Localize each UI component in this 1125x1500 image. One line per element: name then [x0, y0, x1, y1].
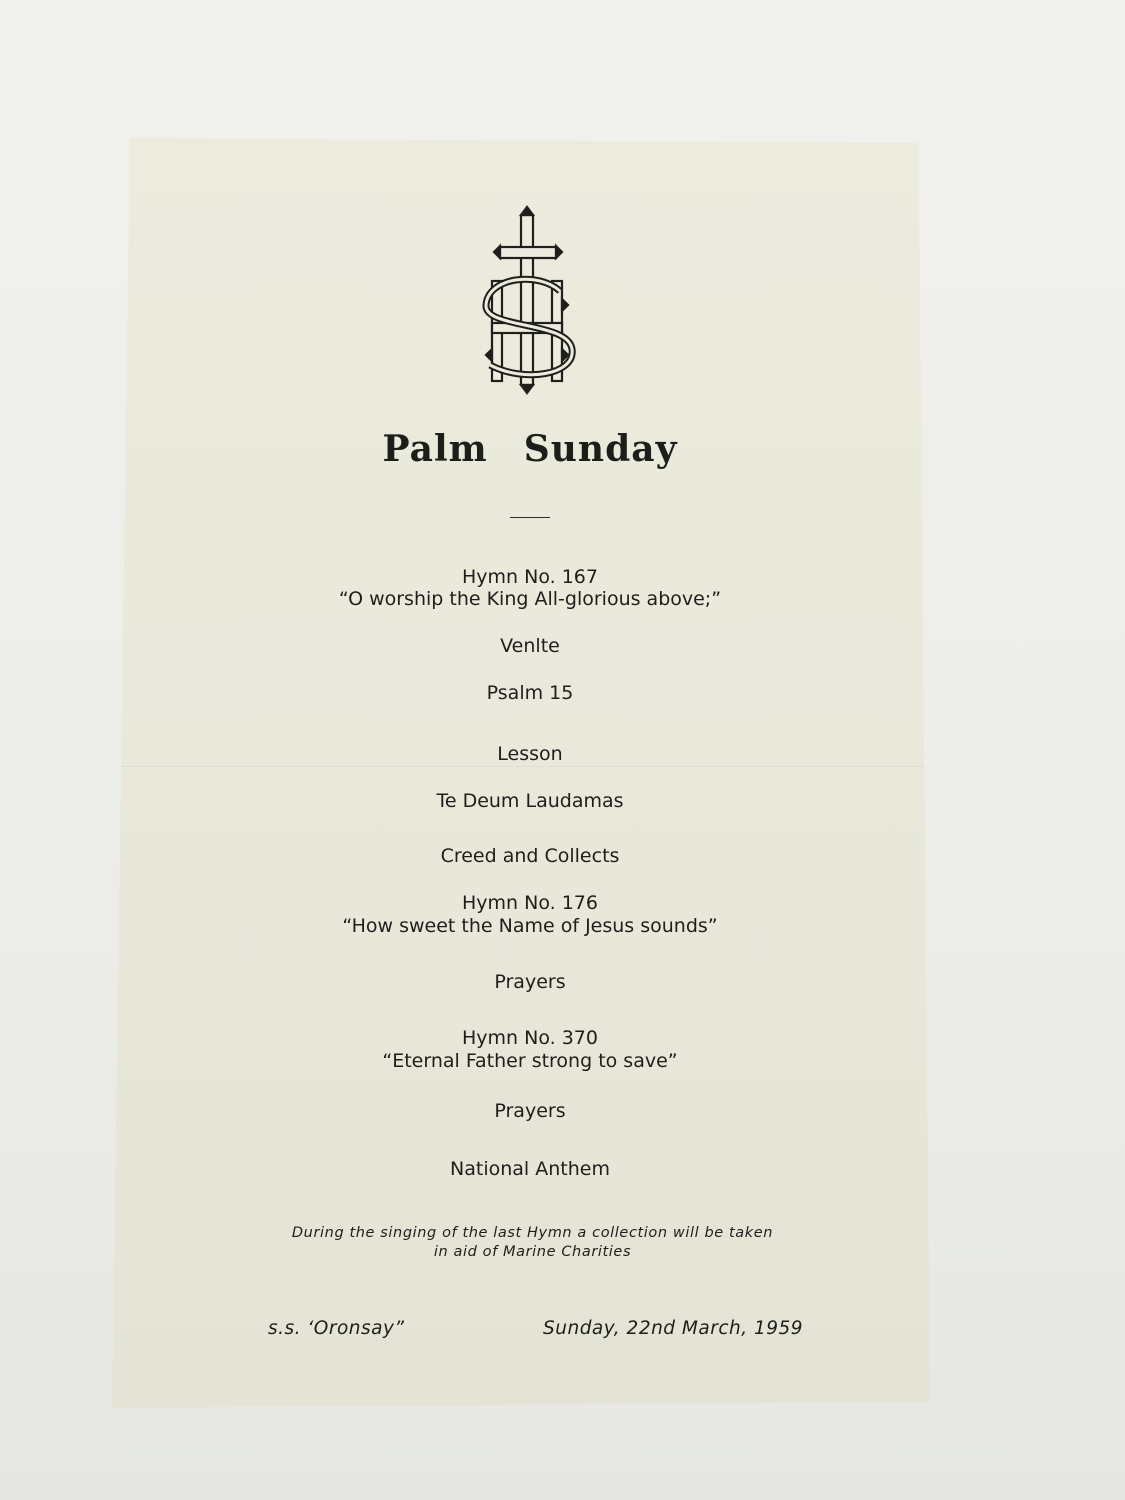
ihs-cross-monogram-icon	[468, 205, 588, 395]
service-item-hymn-176: Hymn No. 176	[462, 892, 598, 914]
service-item-hymn-370-title: “Eternal Father strong to save”	[382, 1050, 678, 1072]
collection-note-line-2: in aid of Marine Charities	[433, 1244, 632, 1260]
service-item-anthem: National Anthem	[450, 1158, 610, 1180]
service-item-lesson: Lesson	[497, 743, 563, 765]
service-item-hymn-176-title: “How sweet the Name of Jesus sounds”	[342, 915, 718, 937]
divider	[510, 517, 550, 518]
service-item-te-deum: Te Deum Laudamas	[436, 790, 624, 812]
collection-note-line-1: During the singing of the last Hymn a collection will be taken	[291, 1225, 774, 1241]
ship-name: s.s. ‘Oronsay”	[268, 1318, 405, 1339]
service-item-prayers-2: Prayers	[494, 1100, 566, 1122]
service-item-hymn-370: Hymn No. 370	[462, 1027, 598, 1049]
page-title	[0, 428, 1060, 470]
service-item-creed: Creed and Collects	[440, 845, 620, 867]
service-item-venite: Venlte	[500, 635, 560, 657]
service-item-hymn-167-title: “O worship the King All-glorious above;”	[338, 588, 722, 610]
title-word-palm: Palm	[382, 428, 488, 470]
service-item-psalm: Psalm 15	[486, 682, 574, 704]
title-word-sunday: Sunday	[523, 428, 678, 470]
service-item-hymn-167: Hymn No. 167	[462, 566, 598, 588]
service-item-prayers-1: Prayers	[494, 971, 566, 993]
service-date: Sunday, 22nd March, 1959	[543, 1318, 804, 1339]
fold-crease	[112, 766, 930, 767]
